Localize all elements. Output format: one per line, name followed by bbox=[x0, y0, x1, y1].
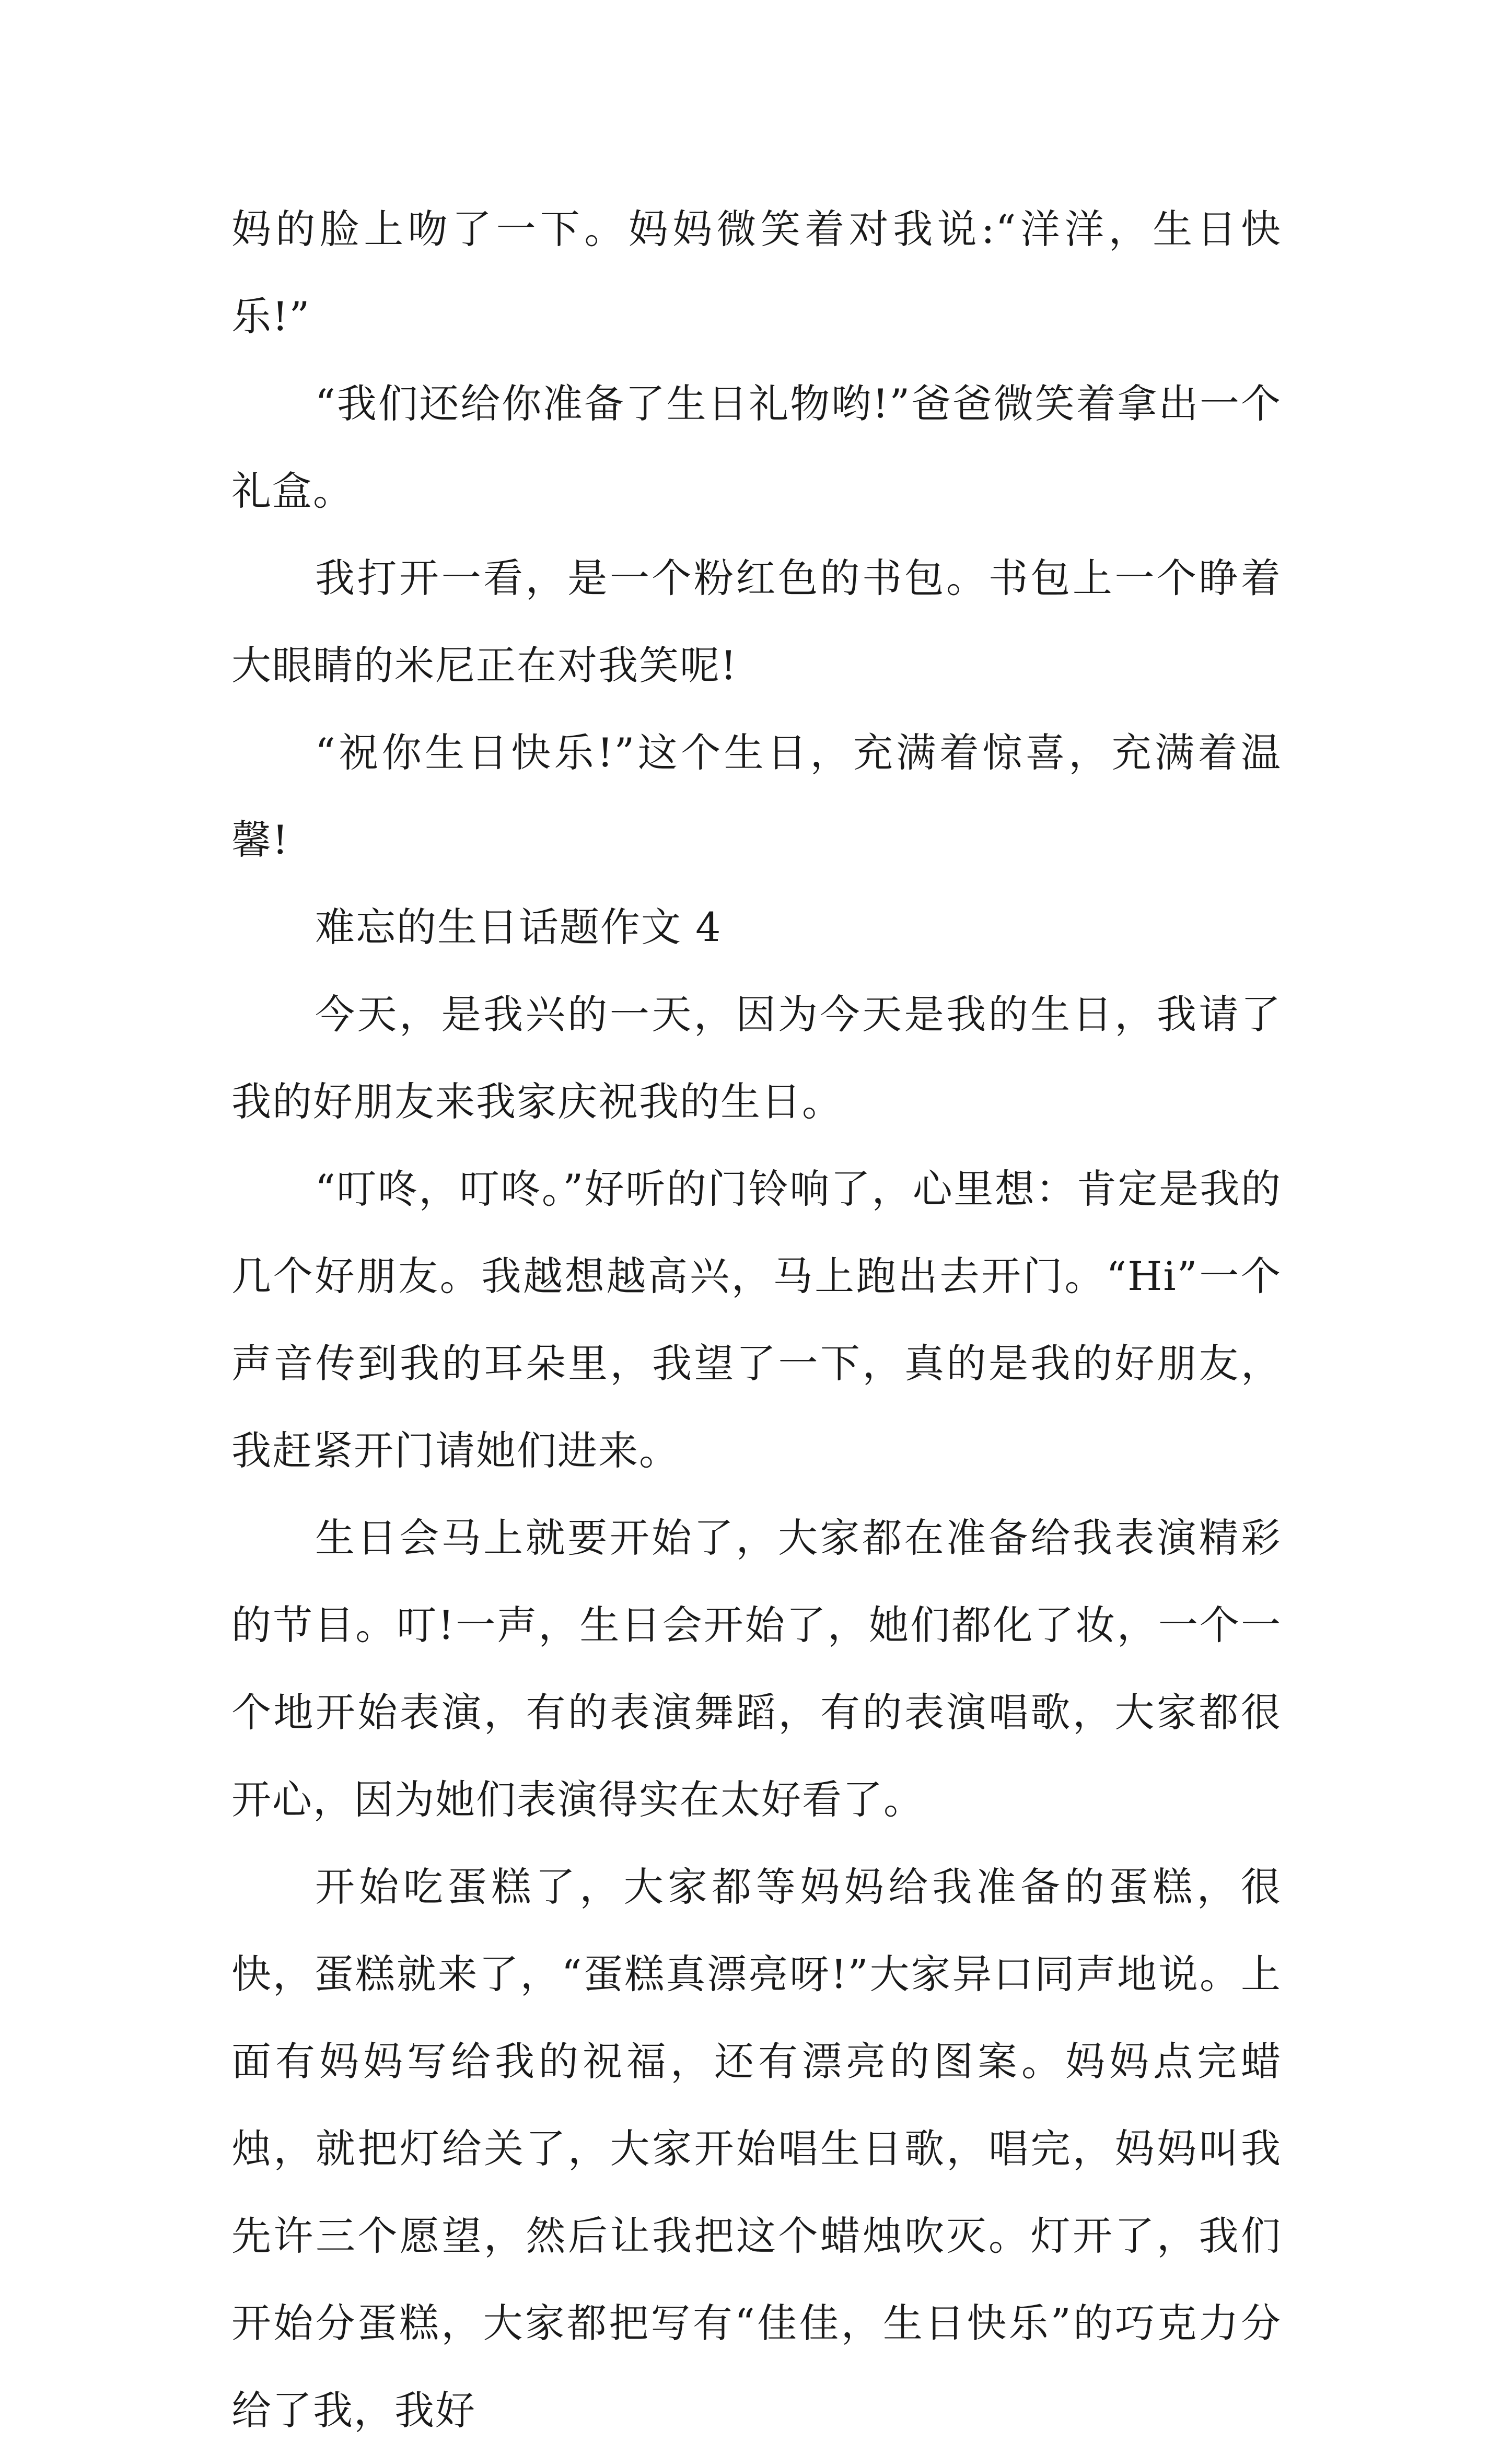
essay-heading: 难忘的生日话题作文 4 bbox=[315, 904, 722, 950]
paragraph-schoolbag: 我打开一看，是一个粉红色的书包。书包上一个睁着大眼睛的米尼正在对我笑呢! bbox=[231, 555, 1282, 689]
paragraph-gift: “我们还给你准备了生日礼物哟!”爸爸微笑着拿出一个礼盒。 bbox=[231, 380, 1282, 514]
paragraph-party: 生日会马上就要开始了，大家都在准备给我表演精彩的节目。叮!一声，生日会开始了，她们都化了妆，一个一个地开始表演，有的表演舞蹈，有的表演唱歌，大家都很开心，因为她们表演得实在太好看了。 bbox=[231, 1515, 1282, 1823]
paragraph-wish: “祝你生日快乐!”这个生日，充满着惊喜，充满着温馨! bbox=[231, 729, 1282, 863]
paragraph-today: 今天，是我兴的一天，因为今天是我的生日，我请了我的好朋友来我家庆祝我的生日。 bbox=[231, 991, 1282, 1125]
paragraph-cake: 开始吃蛋糕了，大家都等妈妈给我准备的蛋糕，很快，蛋糕就来了，“蛋糕真漂亮呀!”大家异口同声地说。上面有妈妈写给我的祝福，还有漂亮的图案。妈妈点完蜡烛，就把灯给关了，大家开始唱生日歌，唱完，妈妈叫我先许三个愿望，然后让我把这个蜡烛吹灭。灯开了，我们开始分蛋糕，大家都把写有“佳佳，生日快乐”的巧克力分给了我，我好 bbox=[231, 1864, 1282, 2434]
document-body bbox=[231, 185, 1282, 2454]
paragraph-doorbell: “叮咚，叮咚。”好听的门铃响了，心里想：肯定是我的几个好朋友。我越想越高兴，马上跑出去开门。“Hi”一个声音传到我的耳朵里，我望了一下，真的是我的好朋友，我赶紧开门请她们进来。 bbox=[231, 1166, 1282, 1474]
paragraph-continuation: 妈的脸上吻了一下。妈妈微笑着对我说:“洋洋，生日快乐!” bbox=[231, 206, 1282, 340]
